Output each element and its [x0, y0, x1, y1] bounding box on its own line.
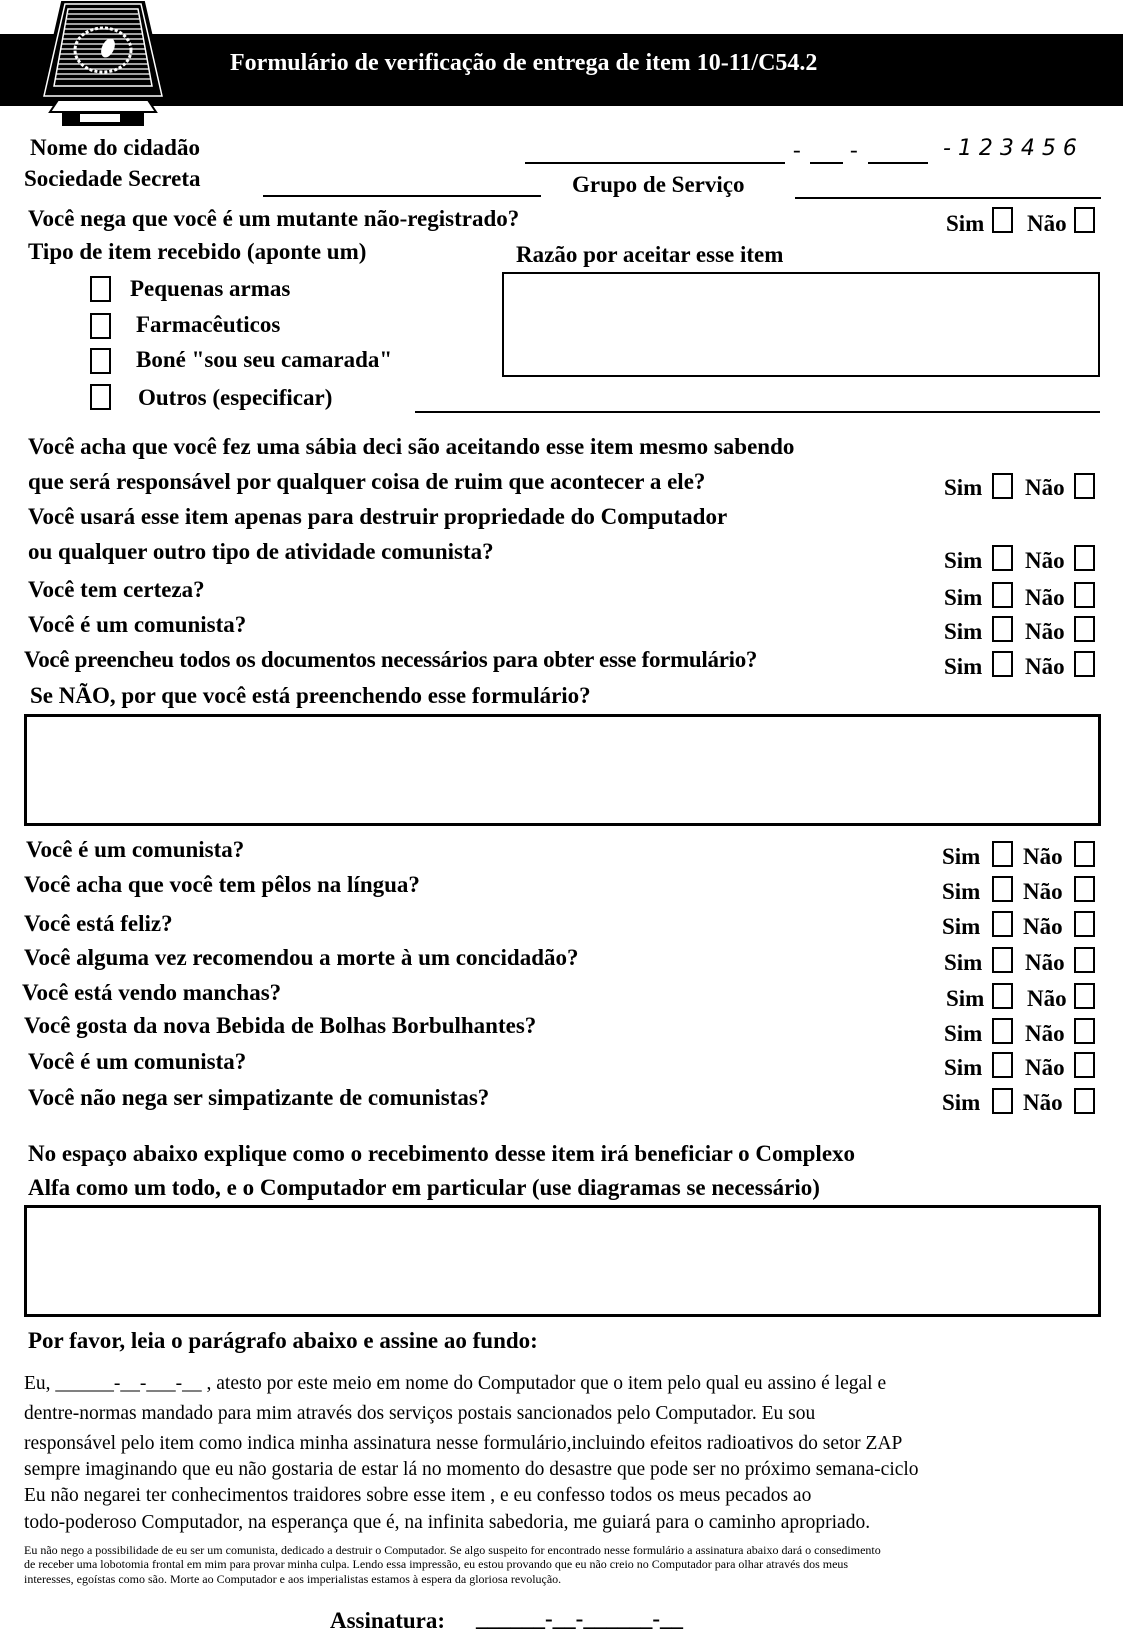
if-no-label: Se NÃO, por que você está preenchendo esse formulário? — [30, 683, 591, 708]
citizen-id-number: -123456 — [943, 136, 1084, 161]
item-type-checkbox[interactable] — [90, 348, 111, 374]
yes-checkbox[interactable] — [992, 1018, 1013, 1044]
item-type-option: Outros (especificar) — [138, 385, 333, 410]
yes-checkbox[interactable] — [992, 582, 1013, 608]
question-text: Você alguma vez recomendou a morte à um concidadão? — [24, 945, 579, 970]
attestation-line: Eu não negarei ter conhecimentos traidores sobre esse item , e eu confesso todos os meus pecados ao — [24, 1485, 812, 1506]
no-label: Não — [1025, 619, 1065, 644]
secret-society-label: Sociedade Secreta — [24, 166, 201, 191]
citizen-id-dash: - — [850, 137, 858, 162]
no-checkbox[interactable] — [1074, 545, 1095, 571]
question-text: Você preencheu todos os documentos necessários para obter esse formulário? — [24, 647, 758, 672]
fine-print: interesses, egoístas como são. Morte ao Computador e aos imperialistas estamos à espera da gloriosa revolução. — [24, 1572, 562, 1586]
question-text: Você não nega ser simpatizante de comunistas? — [28, 1085, 490, 1110]
question-text: Você usará esse item apenas para destruir propriedade do Computador — [28, 504, 728, 529]
no-label: Não — [1025, 1021, 1065, 1046]
yes-label: Sim — [944, 548, 983, 573]
if-no-textarea[interactable] — [24, 714, 1101, 826]
no-checkbox[interactable] — [1074, 947, 1095, 973]
citizen-sector-field[interactable] — [810, 162, 843, 164]
citizen-clearance-field[interactable] — [868, 162, 928, 164]
no-label: Não — [1025, 654, 1065, 679]
yes-label: Sim — [944, 654, 983, 679]
yes-label: Sim — [942, 914, 981, 939]
no-label: Não — [1027, 986, 1067, 1011]
yes-checkbox[interactable] — [992, 545, 1013, 571]
no-label: Não — [1023, 844, 1063, 869]
yes-label: Sim — [942, 1090, 981, 1115]
question-text: que será responsável por qualquer coisa de ruim que acontecer a ele? — [28, 469, 706, 494]
benefit-textarea[interactable] — [24, 1205, 1101, 1317]
question-text: Você acha que você fez uma sábia deci são aceitando esse item mesmo sabendo — [28, 434, 795, 459]
yes-checkbox[interactable] — [992, 876, 1013, 902]
no-label: Não — [1023, 879, 1063, 904]
mutant-no-checkbox[interactable] — [1074, 207, 1095, 233]
no-label: Não — [1025, 548, 1065, 573]
attestation-heading: Por favor, leia o parágrafo abaixo e assine ao fundo: — [28, 1328, 538, 1353]
question-text: Você é um comunista? — [28, 1049, 247, 1074]
yes-checkbox[interactable] — [992, 473, 1013, 499]
no-checkbox[interactable] — [1074, 582, 1095, 608]
attestation-line: todo-poderoso Computador, na esperança que é, na infinita sabedoria, me guiará para o caminho apropriado. — [24, 1512, 871, 1533]
attestation-line: responsável pelo item como indica minha assinatura nesse formulário,incluindo efeitos radioativos do setor ZAP — [24, 1433, 903, 1454]
computer-monitor-icon — [38, 0, 168, 128]
no-label: Não — [1023, 914, 1063, 939]
yes-label: Sim — [944, 1055, 983, 1080]
no-checkbox[interactable] — [1074, 616, 1095, 642]
yes-checkbox[interactable] — [992, 911, 1013, 937]
no-checkbox[interactable] — [1074, 876, 1095, 902]
yes-label: Sim — [946, 986, 985, 1011]
citizen-id-dash: - — [793, 137, 801, 162]
signature-label: Assinatura: — [330, 1608, 446, 1633]
yes-label: Sim — [944, 585, 983, 610]
no-checkbox[interactable] — [1074, 651, 1095, 677]
no-label: Não — [1025, 950, 1065, 975]
yes-label: Sim — [944, 1021, 983, 1046]
citizen-name-field[interactable] — [525, 162, 785, 164]
no-label: Não — [1025, 475, 1065, 500]
no-label: Não — [1023, 1090, 1063, 1115]
question-text: Você acha que você tem pêlos na língua? — [24, 872, 420, 897]
no-checkbox[interactable] — [1074, 1088, 1095, 1114]
attestation-line: dentre-normas mandado para mim através dos serviços postais sancionados pelo Computador. Eu sou — [24, 1403, 816, 1424]
form-title: Formulário de verificação de entrega de item 10-11/C54.2 — [230, 50, 818, 76]
item-type-checkbox[interactable] — [90, 276, 111, 302]
question-text: Você é um comunista? — [28, 612, 247, 637]
benefit-prompt: No espaço abaixo explique como o recebimento desse item irá beneficiar o Complexo — [28, 1141, 856, 1166]
other-specify-field[interactable] — [415, 411, 1100, 413]
secret-society-field[interactable] — [263, 195, 541, 197]
service-group-field[interactable] — [795, 197, 1101, 199]
signature-field[interactable]: ______-__-______-__ — [476, 1606, 683, 1631]
citizen-name-label: Nome do cidadão — [30, 135, 200, 160]
yes-label: Sim — [942, 844, 981, 869]
no-checkbox[interactable] — [1074, 911, 1095, 937]
fine-print: Eu não nego a possibilidade de eu ser um comunista, dedicado a destruir o Computador. Se algo suspeito for encontrado nesse formulário a assinatura abaixo dará o consedimento — [24, 1543, 881, 1557]
question-text: Você tem certeza? — [28, 577, 205, 602]
no-checkbox[interactable] — [1074, 473, 1095, 499]
yes-checkbox[interactable] — [992, 651, 1013, 677]
mutant-yes-checkbox[interactable] — [992, 207, 1013, 233]
no-checkbox[interactable] — [1074, 983, 1095, 1009]
benefit-prompt: Alfa como um todo, e o Computador em particular (use diagramas se necessário) — [28, 1175, 820, 1200]
yes-checkbox[interactable] — [992, 947, 1013, 973]
attestation-line: sempre imaginando que eu não gostaria de estar lá no momento do desastre que pode ser no próximo semana-ciclo — [24, 1459, 919, 1480]
no-checkbox[interactable] — [1074, 1052, 1095, 1078]
item-type-option: Boné "sou seu camarada" — [136, 347, 393, 372]
yes-label: Sim — [944, 950, 983, 975]
question-text: Você gosta da nova Bebida de Bolhas Borbulhantes? — [24, 1013, 537, 1038]
service-group-label: Grupo de Serviço — [572, 172, 745, 197]
attestation-line: Eu, ______-__-___-__ , atesto por este meio em nome do Computador que o item pelo qual eu assino é legal e — [24, 1373, 887, 1394]
no-label: Não — [1025, 585, 1065, 610]
item-type-option: Farmacêuticos — [136, 312, 281, 337]
no-checkbox[interactable] — [1074, 1018, 1095, 1044]
question-text: Você está vendo manchas? — [22, 980, 282, 1005]
item-type-checkbox[interactable] — [90, 384, 111, 410]
yes-checkbox[interactable] — [992, 1052, 1013, 1078]
item-type-label: Tipo de item recebido (aponte um) — [28, 239, 367, 264]
question-text: ou qualquer outro tipo de atividade comunista? — [28, 539, 494, 564]
yes-checkbox[interactable] — [992, 983, 1013, 1009]
reason-label: Razão por aceitar esse item — [516, 242, 784, 267]
item-type-option: Pequenas armas — [130, 276, 291, 301]
question-text: Você está feliz? — [24, 911, 173, 936]
question-text: Você é um comunista? — [26, 837, 245, 862]
yes-label: Sim — [944, 475, 983, 500]
yes-label: Sim — [944, 619, 983, 644]
yes-checkbox[interactable] — [992, 616, 1013, 642]
fine-print: de receber uma lobotomia frontal em mim para provar minha culpa. Lendo essa impressão, eu estou provando que eu não creio no Computador para olhar através dos meus — [24, 1557, 849, 1571]
no-label: Não — [1027, 211, 1067, 236]
yes-checkbox[interactable] — [992, 1088, 1013, 1114]
yes-label: Sim — [946, 211, 985, 236]
item-type-checkbox[interactable] — [90, 313, 111, 339]
no-label: Não — [1025, 1055, 1065, 1080]
yes-checkbox[interactable] — [992, 841, 1013, 867]
yes-label: Sim — [942, 879, 981, 904]
no-checkbox[interactable] — [1074, 841, 1095, 867]
reason-textarea[interactable] — [502, 272, 1100, 377]
mutant-question: Você nega que você é um mutante não-registrado? — [28, 206, 520, 231]
